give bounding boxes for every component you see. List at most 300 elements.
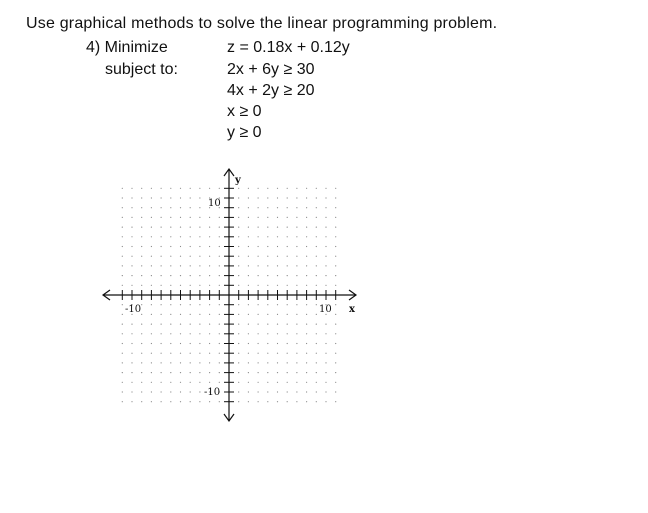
grid-dot xyxy=(141,188,142,189)
grid-dot xyxy=(141,207,142,208)
x-axis-label: x xyxy=(349,304,355,315)
grid-dot xyxy=(316,246,317,247)
grid-dot xyxy=(161,304,162,305)
grid-dot xyxy=(170,275,171,276)
grid-dot xyxy=(325,372,326,373)
grid-dot xyxy=(151,236,152,237)
grid-dot xyxy=(219,362,220,363)
grid-dot xyxy=(267,304,268,305)
grid-dot xyxy=(209,362,210,363)
grid-dot xyxy=(335,188,336,189)
grid-dot xyxy=(316,372,317,373)
grid-dot xyxy=(277,227,278,228)
grid-dot xyxy=(122,197,123,198)
grid-dot xyxy=(248,343,249,344)
grid-dot xyxy=(267,236,268,237)
grid-dot xyxy=(316,227,317,228)
grid-dot xyxy=(306,285,307,286)
grid-dot xyxy=(248,265,249,266)
grid-dot xyxy=(306,343,307,344)
grid-dot xyxy=(141,227,142,228)
grid-dot xyxy=(267,217,268,218)
problem-number-label: 4) Minimize xyxy=(86,39,168,56)
grid-dot xyxy=(161,275,162,276)
grid-dot xyxy=(287,285,288,286)
grid-dot xyxy=(325,391,326,392)
grid-dot xyxy=(180,353,181,354)
grid-dot xyxy=(277,256,278,257)
grid-dot xyxy=(296,236,297,237)
grid-dot xyxy=(258,333,259,334)
grid-dot xyxy=(238,314,239,315)
grid-dot xyxy=(190,304,191,305)
grid-dot xyxy=(258,265,259,266)
grid-dot xyxy=(131,372,132,373)
grid-dot xyxy=(335,275,336,276)
grid-dot xyxy=(199,227,200,228)
grid-dot xyxy=(258,207,259,208)
grid-dot xyxy=(306,275,307,276)
constraint-4: y ≥ 0 xyxy=(227,124,262,141)
grid-dot xyxy=(267,256,268,257)
grid-dot xyxy=(219,401,220,402)
grid-dot xyxy=(277,353,278,354)
grid-dot xyxy=(190,362,191,363)
grid-dot xyxy=(325,362,326,363)
grid-dot xyxy=(248,197,249,198)
grid-dot xyxy=(190,285,191,286)
grid-dot xyxy=(325,256,326,257)
grid-dot xyxy=(277,197,278,198)
grid-dot xyxy=(190,256,191,257)
grid-dot xyxy=(170,207,171,208)
grid-dot xyxy=(238,391,239,392)
grid-dot xyxy=(296,333,297,334)
grid-dot xyxy=(296,401,297,402)
grid-dot xyxy=(170,236,171,237)
grid-dot xyxy=(122,188,123,189)
grid-dot xyxy=(190,382,191,383)
grid-dot xyxy=(287,343,288,344)
grid-dot xyxy=(277,304,278,305)
grid-dot xyxy=(199,324,200,325)
grid-dot xyxy=(151,188,152,189)
grid-dot xyxy=(258,391,259,392)
grid-dot xyxy=(258,362,259,363)
grid-dot xyxy=(141,275,142,276)
grid-dot xyxy=(219,275,220,276)
grid-dot xyxy=(287,275,288,276)
grid-dot xyxy=(170,285,171,286)
grid-dot xyxy=(161,333,162,334)
grid-dot xyxy=(258,343,259,344)
grid-dot xyxy=(306,188,307,189)
grid-dot xyxy=(141,382,142,383)
constraint-3: x ≥ 0 xyxy=(227,103,262,120)
grid-dot xyxy=(306,217,307,218)
grid-dot xyxy=(316,353,317,354)
grid-dot xyxy=(248,227,249,228)
grid-dot xyxy=(180,265,181,266)
grid-dot xyxy=(277,285,278,286)
grid-dot xyxy=(161,343,162,344)
grid-dot xyxy=(238,362,239,363)
grid-dot xyxy=(248,391,249,392)
grid-dot xyxy=(199,314,200,315)
grid-dot xyxy=(209,236,210,237)
grid-dot xyxy=(316,207,317,208)
grid-dot xyxy=(122,227,123,228)
grid-dot xyxy=(122,401,123,402)
grid-dot xyxy=(151,275,152,276)
axes xyxy=(103,169,356,421)
grid-dot xyxy=(170,188,171,189)
grid-dot xyxy=(141,314,142,315)
grid-dot xyxy=(122,236,123,237)
grid-dot xyxy=(296,227,297,228)
grid-dot xyxy=(199,236,200,237)
grid-dot xyxy=(296,382,297,383)
grid-dot xyxy=(122,217,123,218)
grid-dot xyxy=(267,227,268,228)
grid-dot xyxy=(209,265,210,266)
grid-dot xyxy=(335,197,336,198)
grid-dot xyxy=(267,324,268,325)
grid-dot xyxy=(161,207,162,208)
grid-dot xyxy=(335,362,336,363)
grid-dot xyxy=(335,391,336,392)
grid-dot xyxy=(151,382,152,383)
grid-dot xyxy=(180,401,181,402)
grid-dot xyxy=(335,207,336,208)
grid-dot xyxy=(219,265,220,266)
grid-dot xyxy=(277,382,278,383)
grid-dot xyxy=(316,265,317,266)
grid-dot xyxy=(316,275,317,276)
grid-dot xyxy=(161,314,162,315)
grid-dot xyxy=(141,217,142,218)
grid-dot xyxy=(296,353,297,354)
grid-dot xyxy=(267,246,268,247)
grid-dot xyxy=(199,391,200,392)
grid-dot xyxy=(238,207,239,208)
y-min-label: -10 xyxy=(204,387,221,398)
grid-dot xyxy=(151,324,152,325)
grid-dot xyxy=(122,265,123,266)
grid-dot xyxy=(209,372,210,373)
grid-dot xyxy=(325,236,326,237)
grid-dot xyxy=(151,285,152,286)
grid-dot xyxy=(296,391,297,392)
grid-dot xyxy=(277,275,278,276)
grid-dot xyxy=(151,304,152,305)
grid-dot xyxy=(267,265,268,266)
grid-dot xyxy=(277,333,278,334)
grid-dot xyxy=(131,324,132,325)
grid-dot xyxy=(267,372,268,373)
constraint-2: 4x + 2y ≥ 20 xyxy=(227,82,315,99)
grid-dot xyxy=(122,324,123,325)
grid-dot xyxy=(190,343,191,344)
grid-dot xyxy=(161,217,162,218)
grid-dot xyxy=(141,353,142,354)
grid-dot xyxy=(296,207,297,208)
grid-dot xyxy=(131,236,132,237)
grid-dot xyxy=(161,256,162,257)
grid-dot xyxy=(190,246,191,247)
grid-dot xyxy=(335,256,336,257)
grid-dot xyxy=(325,188,326,189)
grid-dot xyxy=(325,333,326,334)
grid-dot xyxy=(131,188,132,189)
grid-dot xyxy=(325,285,326,286)
grid-dot xyxy=(258,382,259,383)
grid-dot xyxy=(258,285,259,286)
grid-dot xyxy=(122,304,123,305)
grid-dot xyxy=(316,314,317,315)
grid-dot xyxy=(199,188,200,189)
grid-dot xyxy=(199,362,200,363)
grid-dot xyxy=(209,256,210,257)
grid-dot xyxy=(199,304,200,305)
grid-dot xyxy=(296,314,297,315)
grid-dot xyxy=(131,362,132,363)
grid-dot xyxy=(161,353,162,354)
grid-dot xyxy=(170,401,171,402)
grid-dot xyxy=(199,343,200,344)
grid-dot xyxy=(296,265,297,266)
grid-dot xyxy=(141,236,142,237)
grid-dot xyxy=(238,188,239,189)
grid-dot xyxy=(180,246,181,247)
grid-dot xyxy=(277,217,278,218)
grid-dot xyxy=(219,217,220,218)
grid-dot xyxy=(161,265,162,266)
grid-dot xyxy=(209,188,210,189)
grid-dot xyxy=(190,401,191,402)
grid-dot xyxy=(277,314,278,315)
grid-dot xyxy=(122,246,123,247)
grid-dot xyxy=(131,246,132,247)
grid-dot xyxy=(267,188,268,189)
grid-dot xyxy=(248,236,249,237)
grid-dot xyxy=(287,382,288,383)
grid-dot xyxy=(190,275,191,276)
grid-dot xyxy=(161,401,162,402)
grid-dot xyxy=(258,188,259,189)
grid-dot xyxy=(267,362,268,363)
grid-dot xyxy=(335,227,336,228)
grid-dot xyxy=(180,391,181,392)
grid-dot xyxy=(335,246,336,247)
grid-dot xyxy=(219,343,220,344)
grid-dot xyxy=(151,265,152,266)
grid-dot xyxy=(131,401,132,402)
grid-dot xyxy=(199,256,200,257)
grid-dot xyxy=(180,285,181,286)
grid-dot xyxy=(277,265,278,266)
grid-dot xyxy=(296,285,297,286)
grid-dot xyxy=(258,372,259,373)
grid-dot xyxy=(122,314,123,315)
grid-dot xyxy=(209,401,210,402)
grid-dot xyxy=(131,227,132,228)
grid-dot xyxy=(287,188,288,189)
grid-dot xyxy=(238,324,239,325)
grid-dot xyxy=(219,236,220,237)
grid-dot xyxy=(325,227,326,228)
grid-dot xyxy=(296,197,297,198)
grid-dot xyxy=(190,353,191,354)
grid-dot xyxy=(316,285,317,286)
grid-dot xyxy=(325,343,326,344)
grid-dot xyxy=(306,333,307,334)
grid-dot xyxy=(151,343,152,344)
grid-dot xyxy=(180,197,181,198)
grid-dot xyxy=(161,197,162,198)
grid-dot xyxy=(248,353,249,354)
grid-dot xyxy=(306,401,307,402)
grid-dot xyxy=(180,275,181,276)
grid-dot xyxy=(180,333,181,334)
grid-dot xyxy=(199,372,200,373)
grid-dot xyxy=(131,285,132,286)
grid-dot xyxy=(238,353,239,354)
grid-dot xyxy=(131,275,132,276)
grid-dot xyxy=(325,197,326,198)
grid-dot xyxy=(180,314,181,315)
grid-dot xyxy=(219,353,220,354)
grid-dot xyxy=(296,188,297,189)
grid-dot xyxy=(141,197,142,198)
grid-dot xyxy=(141,343,142,344)
grid-dot xyxy=(122,343,123,344)
grid-dot xyxy=(248,401,249,402)
grid-dot xyxy=(151,362,152,363)
grid-dot xyxy=(335,236,336,237)
x-min-label: -10 xyxy=(125,304,142,315)
y-max-label: 10 xyxy=(208,198,221,209)
grid-dot xyxy=(180,382,181,383)
grid-dot xyxy=(122,391,123,392)
grid-dot xyxy=(199,382,200,383)
grid-dot xyxy=(325,275,326,276)
grid-dot xyxy=(316,333,317,334)
grid-dot xyxy=(306,236,307,237)
grid-dot xyxy=(238,382,239,383)
grid-dot xyxy=(306,265,307,266)
grid-dot xyxy=(267,391,268,392)
grid-dot xyxy=(122,207,123,208)
grid-dot xyxy=(199,333,200,334)
grid-dot xyxy=(335,401,336,402)
grid-dot xyxy=(209,304,210,305)
grid-dot xyxy=(238,275,239,276)
grid-dot xyxy=(296,343,297,344)
grid-dot xyxy=(170,333,171,334)
y-axis-label: y xyxy=(235,175,241,186)
grid-dot xyxy=(180,188,181,189)
grid-dot xyxy=(267,333,268,334)
grid-dot xyxy=(287,362,288,363)
grid-dot xyxy=(335,353,336,354)
grid-dot xyxy=(131,382,132,383)
grid-dot xyxy=(258,256,259,257)
grid-dot xyxy=(131,265,132,266)
grid-dot xyxy=(296,217,297,218)
grid-dot xyxy=(180,256,181,257)
grid-dot xyxy=(151,256,152,257)
grid-dot xyxy=(248,304,249,305)
grid-dot xyxy=(151,227,152,228)
grid-dot xyxy=(267,207,268,208)
grid-dot xyxy=(151,197,152,198)
grid-dot xyxy=(238,256,239,257)
grid-dot xyxy=(277,207,278,208)
grid-dot xyxy=(122,285,123,286)
grid-dot xyxy=(238,285,239,286)
grid-dot xyxy=(296,246,297,247)
grid-dot xyxy=(151,314,152,315)
grid-dot xyxy=(209,324,210,325)
grid-dot xyxy=(248,188,249,189)
grid-dot xyxy=(238,227,239,228)
grid-dot xyxy=(267,382,268,383)
grid-dot xyxy=(170,324,171,325)
grid-dot xyxy=(180,236,181,237)
grid-dot xyxy=(258,324,259,325)
grid-dot xyxy=(325,246,326,247)
grid-dot xyxy=(219,324,220,325)
grid-dot xyxy=(199,285,200,286)
grid-dot xyxy=(151,401,152,402)
grid-dot xyxy=(238,217,239,218)
grid-dot xyxy=(335,217,336,218)
grid-dot xyxy=(277,246,278,247)
grid-dot xyxy=(180,217,181,218)
grid-dot xyxy=(287,391,288,392)
grid-dot xyxy=(306,304,307,305)
grid-dot xyxy=(141,372,142,373)
grid-dot xyxy=(248,362,249,363)
grid-dot xyxy=(151,217,152,218)
grid-dot xyxy=(199,207,200,208)
grid-dot xyxy=(151,246,152,247)
grid-dot xyxy=(325,207,326,208)
grid-dot xyxy=(209,314,210,315)
grid-dot xyxy=(306,362,307,363)
grid-dot xyxy=(170,217,171,218)
grid-dot xyxy=(316,304,317,305)
grid-dot xyxy=(267,353,268,354)
grid-dot xyxy=(325,382,326,383)
grid-dot xyxy=(151,353,152,354)
grid-dot xyxy=(287,265,288,266)
grid-dot xyxy=(199,246,200,247)
grid-dot xyxy=(248,324,249,325)
grid-dot xyxy=(209,343,210,344)
grid-dot xyxy=(190,236,191,237)
grid-dot xyxy=(287,314,288,315)
grid-dot xyxy=(180,304,181,305)
grid-dot xyxy=(122,256,123,257)
grid-dot xyxy=(258,197,259,198)
grid-dot xyxy=(199,197,200,198)
grid-dot xyxy=(190,207,191,208)
grid-dot xyxy=(141,304,142,305)
grid-dot xyxy=(258,304,259,305)
grid-dot xyxy=(248,246,249,247)
